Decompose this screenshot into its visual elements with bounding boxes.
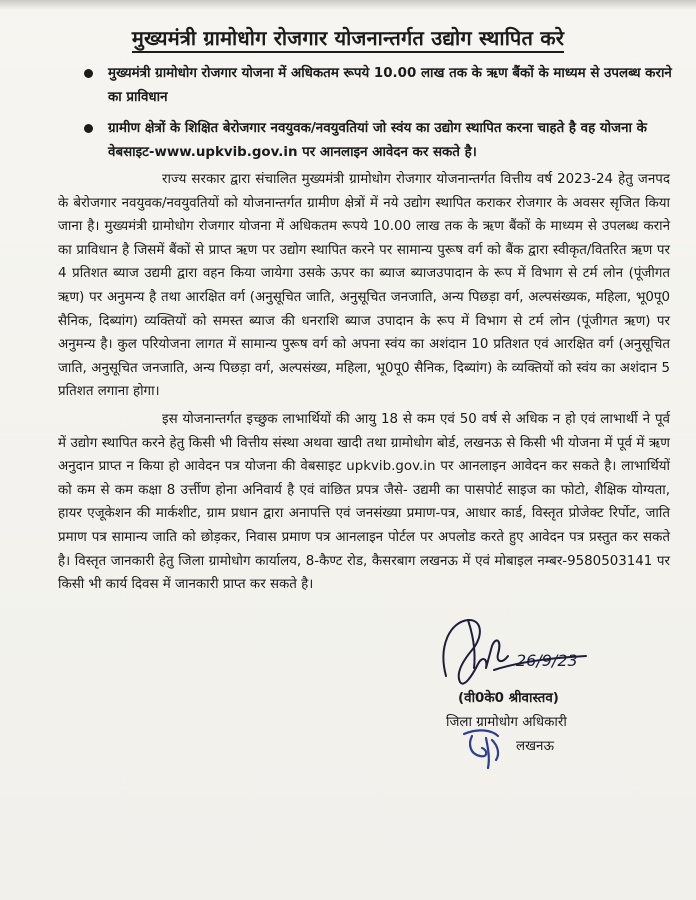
scan-shadow	[0, 0, 696, 10]
signature-image	[398, 606, 638, 696]
signatory-designation: जिला ग्रामोधोग अधिकारी	[446, 715, 567, 730]
bullet-list	[84, 62, 676, 172]
body-paragraph: इस योजनान्तर्गत इच्छुक लाभार्थियों की आयु 18 से कम एवं 50 वर्ष से अधिक न हो एवं लाभार्थी ने पूर्व में उद्योग स्थापित करने हेतु किसी भी वित्तीय संस्था अथवा खादी तथा ग्रामोधोग बोर्ड, लखनऊ से किसी भी योजना में पूर्व में ऋण अनुदान प्राप्त न किया हो आवेदन पत्र योजना की वेबसाइट upkvib.gov.in पर आनलाइन आवेदन कर सकते है। लाभार्थियों को कम से कम कक्षा 8 उर्त्तीण होना अनिवार्य है एवं वांछित प्रपत्र जैसे- उद्यमी का पासपोर्ट साइज का फोटो, शैक्षिक योग्यता, हायर एजूकेशन की मार्कशीट, ग्राम प्रधान द्वारा अनापत्ति एवं जनसंख्या प्रमाण-पत्र, आधार कार्ड, विस्तृत प्रोजेक्ट रिर्पोट, जाति प्रमाण पत्र सामान्य जाति को छोड़कर, निवास प्रमाण पत्र आनलाइन पोर्टल पर अपलोड करते हुए आवेदन पत्र प्रस्तुत कर सकते है। विस्तृत जानकारी हेतु जिला ग्रामोधोग कार्यालय, 8-कैण्ट रोड, कैसरबाग लखनऊ में एवं मोबाइल नम्बर-9580503141 पर किसी भी कार्य दिवस में जानकारी प्राप्त कर सकते है।	[58, 412, 670, 593]
document-title: मुख्यमंत्री ग्रामोधोग रोजगार योजनान्तर्गत उद्योग स्थापित करे	[0, 24, 696, 51]
initials-mark	[458, 724, 508, 772]
bullet-item: ग्रामीण क्षेत्रों के शिक्षित बेरोजगार नवयुवक/नवयुवतियां जो स्वंय का उद्योग स्थापित करना चाहते है वह योजना के वेबसाइट-www.upkvib.gov.in पर आनलाइन आवेदन कर सकते है।	[84, 117, 676, 165]
signatory-name: (वी0के0 श्रीवास्तव)	[458, 691, 559, 706]
signatory-place: लखनऊ	[516, 739, 554, 754]
signature-block	[398, 606, 638, 776]
body-paragraph: राज्य सरकार द्वारा संचालित मुख्यमंत्री ग्रामोधोग रोजगार योजनान्तर्गत वित्तीय वर्ष 2023-24 हेतु जनपद के बेरोजगार नवयुवक/नवयुवतियों को योजनान्तर्गत ग्रामीण क्षेत्रों में नये उद्योग स्थापित कराकर रोजगार के अवसर सृजित किया जाना है। मुख्यमंत्री ग्रामोधोग रोजगार योजना में अधिकतम रूपये 10.00 लाख तक के ऋण बैंकों के माध्यम से उपलब्ध कराने का प्राविधान है जिसमें बैंकों से प्राप्त ऋण पर उद्योग स्थापित करने पर सामान्य पुरूष वर्ग को बैंक द्वारा स्वीकृत/वितरित ऋण पर 4 प्रतिशत ब्याज उद्यमी द्वारा वहन किया जायेगा उसके ऊपर का ब्याज ब्याजउपादान के रूप में विभाग से टर्म लोन (पूंजीगत ऋण) पर अनुमन्य है तथा आरक्षित वर्ग (अनुसूचित जाति, अनुसूचित जनजाति, अन्य पिछड़ा वर्ग, अल्पसंख्यक, महिला, भू0पू0 सैनिक, दिब्यांग) व्यक्तियों को समस्त ब्याज की धनराशि ब्याज उपादान के रूप में विभाग से टर्म लोन (पूंजीगत ऋण) पर अनुमन्य है। कुल परियोजना लागत में सामान्य पुरूष वर्ग को अपना स्वंय का अशंदान 10 प्रतिशत एवं आरक्षित वर्ग (अनुसूचित जाति, अनुसूचित जनजाति, अन्य पिछड़ा वर्ग, अल्पसंख्य, महिला, भू0पू0 सैनिक, दिब्यांग) के व्यक्तियों को स्वंय का अशंदान 5 प्रतिशत लगाना होगा।	[58, 172, 670, 400]
signature-date: 26/9/23	[516, 651, 578, 670]
bullet-item: मुख्यमंत्री ग्रामोधोग रोजगार योजना में अधिकतम रूपये 10.00 लाख तक के ऋण बैंकों के माध्यम से उपलब्ध कराने का प्राविधान	[84, 62, 676, 110]
